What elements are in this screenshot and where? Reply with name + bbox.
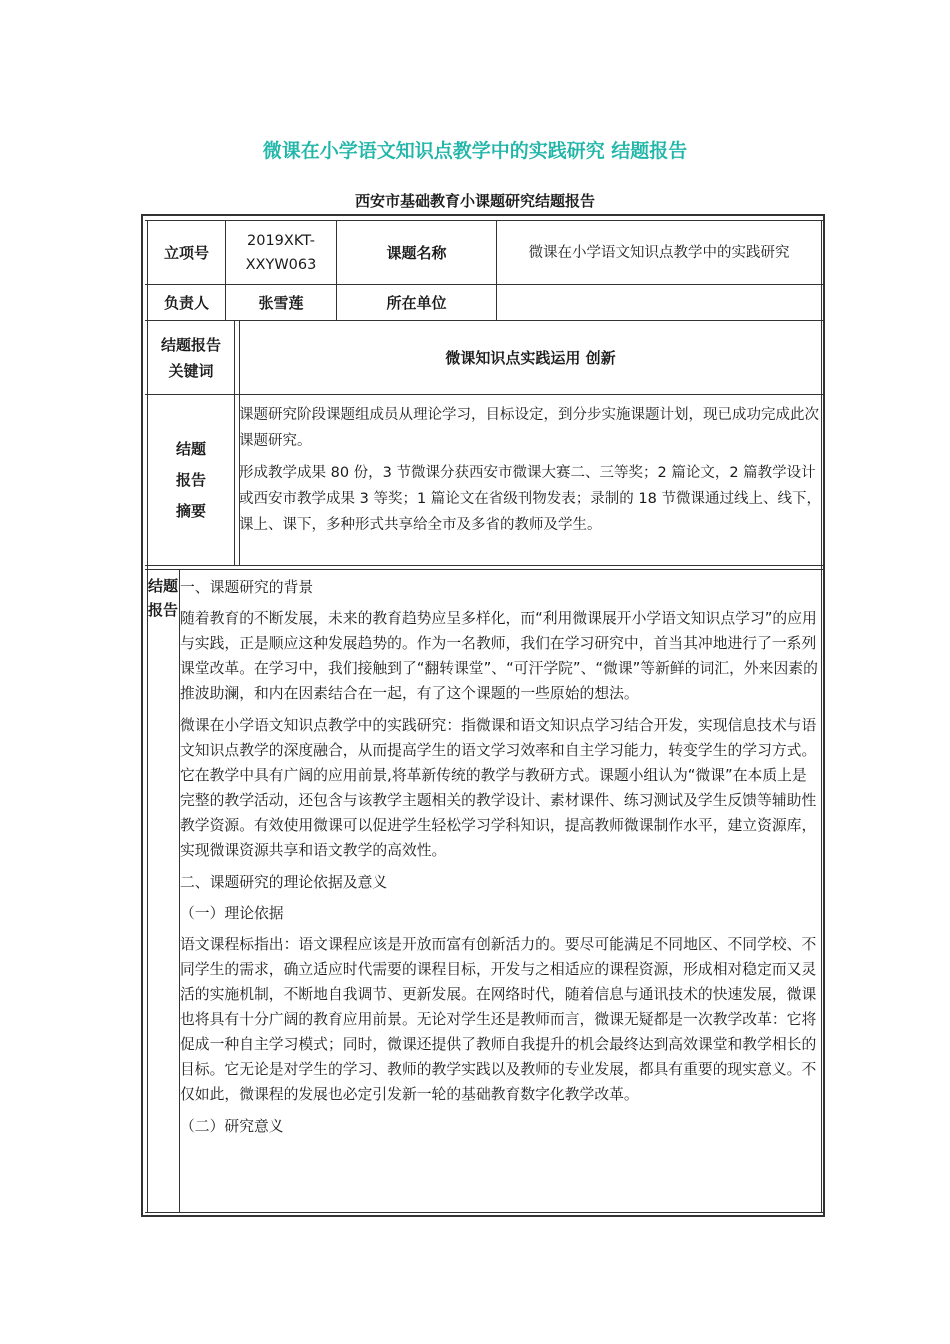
keywords-label-line2: 关键词 [168,361,214,380]
column-divider [234,320,235,565]
abstract-paragraph: 形成教学成果 80 份，3 节微课分获西安市微课大赛二、三等奖；2 篇论文，2 篇教学设计或西安市教学成果 3 等奖；1 篇论文在省级刊物发表；录制的 18 节微课通过线上、线下，课上、课下，多种形式共享给全市及多省的教师及学生。 [239,465,821,533]
abstract-content [239,402,822,538]
row-divider [145,569,825,570]
organization-value [497,285,821,320]
project-number-line1: 2019XKT- [247,232,315,249]
row-divider [145,1212,825,1213]
report-table [141,214,825,1217]
row-divider [145,565,825,566]
report-paragraph: 微课在小学语文知识点教学中的实践研究：指微课和语文知识点学习结合开发，实现信息技术与语文知识点教学的深度融合，从而提高学生的语文学习效率和自主学习能力，转变学生的学习方式。它在教学中具有广阔的应用前景,将革新传统的教学与教研方式。课题小组认为“微课”在本质上是完整的教学活动，还包含与该教学主题相关的教学设计、素材课件、练习测试及学生反馈等辅助性教学资源。有效使用微课可以促进学生轻松学习学科知识，提高教师微课制作水平，建立资源库，实现微课资源共享和语文教学的高效性。 [180,717,817,859]
report-paragraph: 随着教育的不断发展，未来的教育趋势应呈多样化，而“利用微课展开小学语文知识点学习”的应用与实践，正是顺应这种发展趋势的。作为一名教师，我们在学习研究中，首当其冲地进行了一系列课堂改革。在学习中，我们接触到了“翻转课堂”、“可汗学院”、“微课”等新鲜的词汇，外来因素的推波助澜，和内在因素结合在一起，有了这个课题的一些原始的想法。 [180,610,818,702]
project-number-value [226,221,336,284]
document-subtitle: 西安市基础教育小课题研究结题报告 [354,192,595,210]
abstract-label [148,395,234,565]
subsection-heading: （一）理论依据 [180,905,284,922]
project-name-value: 微课在小学语文知识点教学中的实践研究 [528,244,790,261]
project-name-label: 课题名称 [386,243,447,262]
report-label [147,574,179,622]
column-divider [821,220,822,1212]
report-label-line1: 结题 [147,577,178,595]
subsection-heading: （二）研究意义 [180,1118,284,1135]
abstract-label-line1: 结题 [175,439,206,458]
project-number-line2: XXYW063 [245,256,317,273]
keywords-label-line1: 结题报告 [160,335,221,354]
keywords-value: 微课知识点实践运用 创新 [445,348,616,367]
project-number-label: 立项号 [163,243,209,262]
keywords-label [148,321,234,394]
document-title: 微课在小学语文知识点教学中的实践研究 结题报告 [262,140,688,162]
report-content [180,575,821,1145]
abstract-label-line3: 摘要 [175,501,206,520]
report-label-line2: 报告 [147,601,178,619]
organization-label: 所在单位 [386,293,447,312]
section-heading: 一、课题研究的背景 [180,579,314,596]
row-divider [145,394,825,395]
abstract-paragraph: 课题研究阶段课题组成员从理论学习，目标设定，到分步实施课题计划，现已成功完成此次课题研究。 [239,407,819,449]
report-paragraph: 语文课程标指出：语文课程应该是开放而富有创新活力的。要尽可能满足不同地区、不同学校、不同学生的需求，确立适应时代需要的课程目标，开发与之相适应的课程资源，形成相对稳定而又灵活的实施机制，不断地自我调节、更新发展。在网络时代，随着信息与通讯技术的快速发展，微课也将具有十分广阔的教育应用前景。无论对学生还是教师而言，微课无疑都是一次教学改革：它将促成一种自主学习模式；同时，微课还提供了教师自我提升的机会最终达到高效课堂和教学相长的目标。它无论是对学生的学习、教师的教学实践以及教师的专业发展，都具有重要的现实意义。不仅如此，微课程的发展也必定引发新一轮的基础教育数字化教学改革。 [180,936,817,1103]
section-heading: 二、课题研究的理论依据及意义 [180,874,388,891]
leader-label: 负责人 [163,293,209,312]
leader-value: 张雪莲 [258,293,304,312]
abstract-label-line2: 报告 [175,470,206,489]
